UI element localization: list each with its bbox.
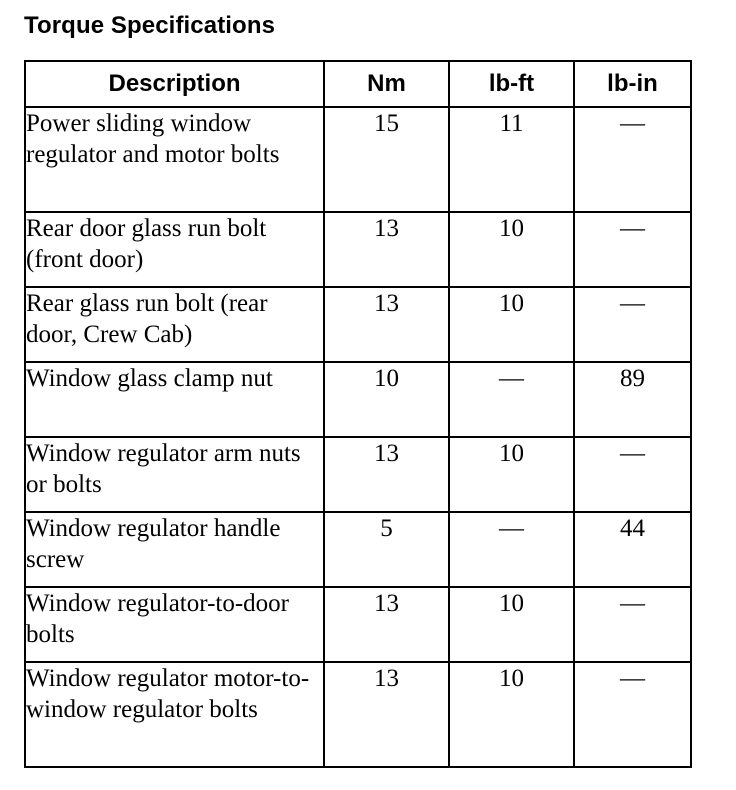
- row-lb-ft: 10: [449, 662, 574, 767]
- row-lb-ft: 10: [449, 287, 574, 362]
- row-description: Rear glass run bolt (rear door, Crew Cab): [25, 287, 324, 362]
- row-lb-ft: 10: [449, 212, 574, 287]
- row-description: Window regulator motor-to-window regulator bolts: [25, 662, 324, 767]
- table-row: [25, 107, 691, 212]
- header-nm: Nm: [324, 61, 449, 107]
- row-lb-ft: —: [449, 362, 574, 437]
- row-lb-in: —: [574, 107, 691, 212]
- row-nm: 10: [324, 362, 449, 437]
- row-description: Rear door glass run bolt (front door): [25, 212, 324, 287]
- row-lb-in: 44: [574, 512, 691, 587]
- torque-table: [24, 60, 692, 768]
- row-lb-ft: 10: [449, 437, 574, 512]
- table-row: [25, 437, 691, 512]
- row-nm: 13: [324, 662, 449, 767]
- row-lb-in: 89: [574, 362, 691, 437]
- row-nm: 5: [324, 512, 449, 587]
- row-nm: 13: [324, 437, 449, 512]
- table-row: [25, 362, 691, 437]
- row-description: Window glass clamp nut: [25, 362, 324, 437]
- table-row: [25, 287, 691, 362]
- table-row: [25, 512, 691, 587]
- row-nm: 13: [324, 587, 449, 662]
- row-nm: 15: [324, 107, 449, 212]
- row-nm: 13: [324, 212, 449, 287]
- page-title: Torque Specifications: [24, 12, 276, 39]
- row-nm: 13: [324, 287, 449, 362]
- table-row: [25, 662, 691, 767]
- row-lb-in: —: [574, 587, 691, 662]
- table-row: [25, 212, 691, 287]
- row-lb-in: —: [574, 212, 691, 287]
- row-description: Window regulator-to-door bolts: [25, 587, 324, 662]
- row-lb-in: —: [574, 662, 691, 767]
- table-row: [25, 587, 691, 662]
- header-lb-in: lb-in: [574, 61, 691, 107]
- row-lb-in: —: [574, 287, 691, 362]
- row-lb-ft: 10: [449, 587, 574, 662]
- row-lb-ft: 11: [449, 107, 574, 212]
- header-lb-ft: lb-ft: [449, 61, 574, 107]
- header-description: Description: [25, 61, 324, 107]
- row-lb-in: —: [574, 437, 691, 512]
- row-description: Power sliding window regulator and motor bolts: [25, 107, 324, 212]
- row-description: Window regulator handle screw: [25, 512, 324, 587]
- table-header-row: [25, 61, 691, 107]
- row-description: Window regulator arm nuts or bolts: [25, 437, 324, 512]
- row-lb-ft: —: [449, 512, 574, 587]
